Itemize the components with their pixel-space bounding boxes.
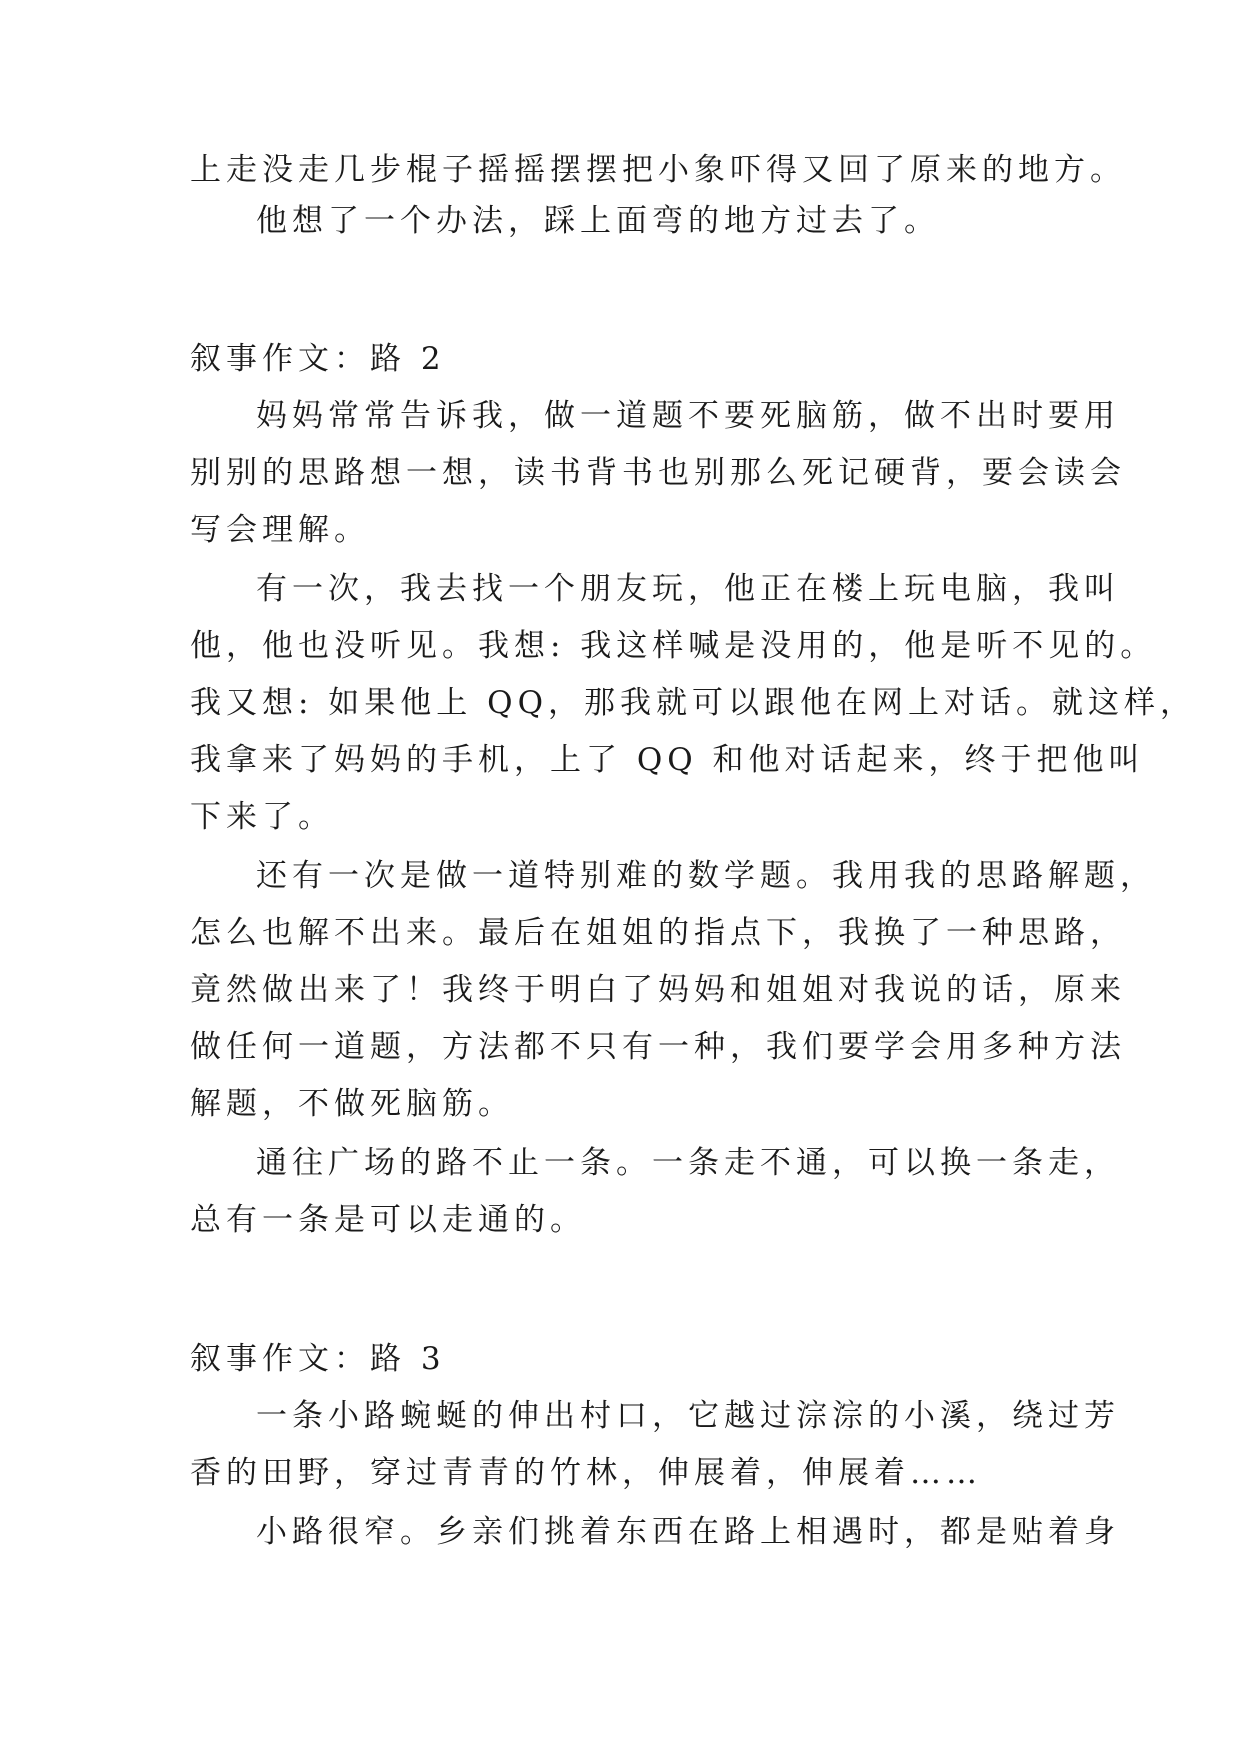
text-line: 别别的思路想一想，读书背书也别那么死记硬背，要会读会	[190, 455, 1126, 491]
text-line: 通往广场的路不止一条。一条走不通，可以换一条走，	[256, 1145, 1120, 1181]
text-line: 总有一条是可以走通的。	[190, 1202, 586, 1238]
text-line: 我又想: 如果他上 QQ，那我就可以跟他在网上对话。就这样，	[190, 685, 1196, 721]
text-line: 他，他也没听见。我想: 我这样喊是没用的，他是听不见的。	[190, 628, 1157, 664]
text-line: 下来了。	[190, 799, 334, 835]
text-line: 怎么也解不出来。最后在姐姐的指点下，我换了一种思路，	[190, 915, 1126, 951]
text-line: 我拿来了妈妈的手机，上了 QQ 和他对话起来，终于把他叫	[190, 742, 1145, 778]
text-line: 竟然做出来了！我终于明白了妈妈和姐姐对我说的话，原来	[190, 972, 1126, 1008]
text-line: 写会理解。	[190, 512, 370, 548]
text-line: 解题，不做死脑筋。	[190, 1086, 514, 1122]
text-line: 一条小路蜿蜒的伸出村口，它越过淙淙的小溪，绕过芳	[256, 1398, 1120, 1434]
text-line: 做任何一道题，方法都不只有一种，我们要学会用多种方法	[190, 1029, 1126, 1065]
text-line: 香的田野，穿过青青的竹林，伸展着，伸展着……	[190, 1455, 982, 1491]
text-line: 有一次，我去找一个朋友玩，他正在楼上玩电脑，我叫	[256, 571, 1120, 607]
text-line: 小路很窄。乡亲们挑着东西在路上相遇时，都是贴着身	[256, 1514, 1120, 1550]
text-line: 妈妈常常告诉我，做一道题不要死脑筋，做不出时要用	[256, 398, 1120, 434]
text-line: 他想了一个办法，踩上面弯的地方过去了。	[256, 203, 940, 239]
section-heading: 叙事作文：路 2	[190, 341, 446, 377]
text-line: 还有一次是做一道特别难的数学题。我用我的思路解题，	[256, 858, 1156, 894]
section-heading: 叙事作文：路 3	[190, 1341, 446, 1377]
text-line: 上走没走几步棍子摇摇摆摆把小象吓得又回了原来的地方。	[190, 152, 1126, 188]
